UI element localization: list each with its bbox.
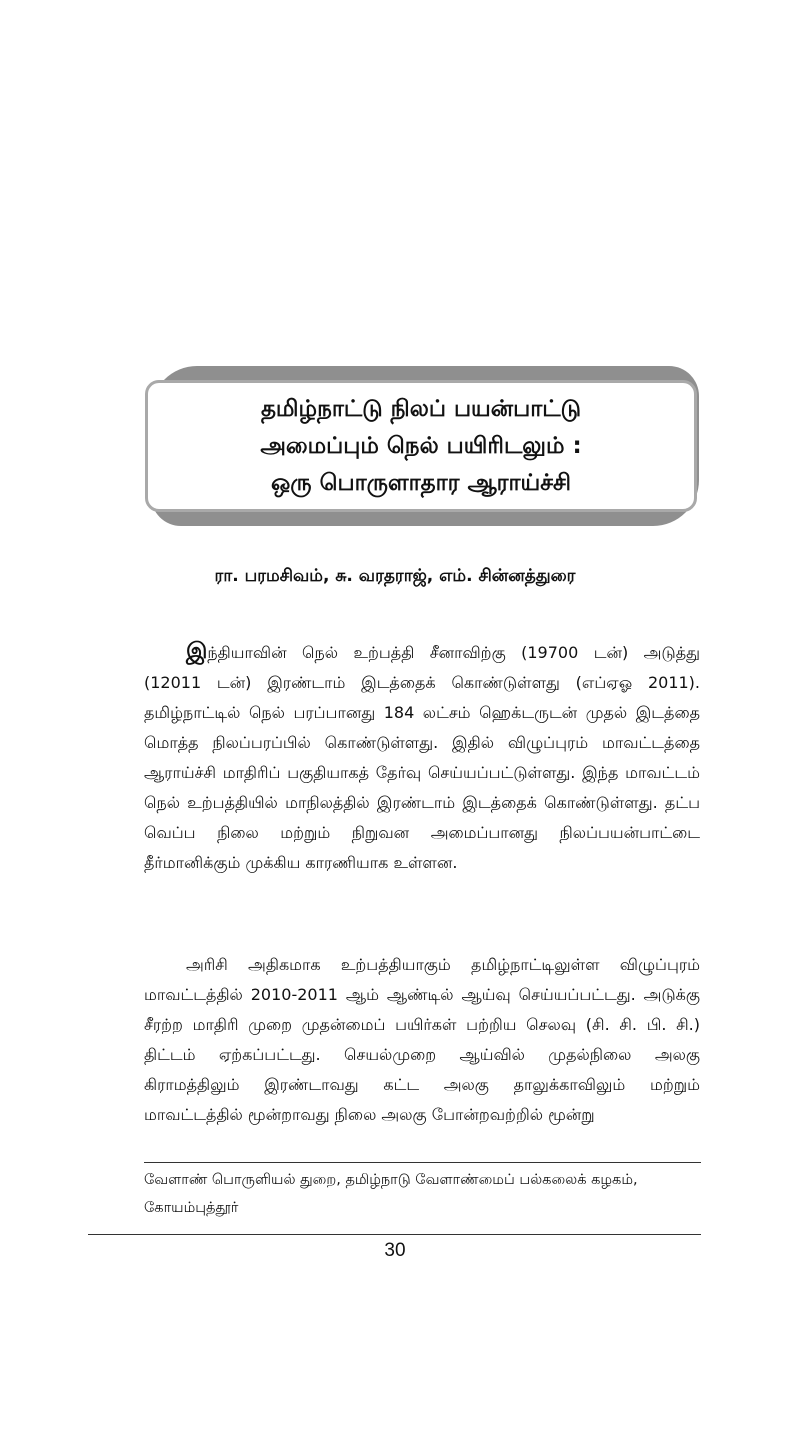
footnote: வேளாண் பொருளியல் துறை, தமிழ்நாடு வேளாண்மைப் பல்கலைக் கழகம், கோயம்புத்தூர் — [144, 1172, 638, 1216]
body-paragraph-1 — [144, 637, 700, 878]
title-line-1: தமிழ்நாட்டு நிலப் பயன்பாட்டு — [260, 395, 582, 422]
page-footer-divider — [88, 1234, 701, 1235]
title-box — [145, 380, 697, 512]
footnote-divider — [144, 1162, 701, 1163]
body-paragraph-2: அரிசி அதிகமாக உற்பத்தியாகும் தமிழ்நாட்டிலுள்ள விழுப்புரம் மாவட்டத்தில் 2010-2011 ஆம் ஆண்டில் ஆய்வு செய்யப்பட்டது. அடுக்கு சீரற்ற மாதிரி முறை முதன்மைப் பயிர்கள் பற்றிய செலவு (சி. சி. பி. சி.) திட்டம் ஏற்கப்பட்டது. செயல்முறை ஆய்வில் முதல்நிலை அலகு கிராமத்திலும் இரண்டாவது கட்ட அலகு தாலுக்காவிலும் மற்றும் மாவட்டத்தில் மூன்றாவது நிலை அலகு போன்றவற்றில் மூன்று — [144, 955, 700, 1124]
author-list: ரா. பரமசிவம், சு. வரதராஜ், எம். சின்னத்துரை — [214, 566, 576, 586]
title-line-3: ஒரு பொருளாதார ஆராய்ச்சி — [270, 469, 572, 496]
drop-cap: இ — [186, 639, 208, 664]
paragraph-1-text: ந்தியாவின் நெல் உற்பத்தி சீனாவிற்கு (19700 டன்) அடுத்து (12011 டன்) இரண்டாம் இடத்தைக் கொண்டுள்ளது (எப்ஏஓ 2011). தமிழ்நாட்டில் நெல் பரப்பானது 184 லட்சம் ஹெக்டருடன் முதல் இடத்தை மொத்த நிலப்பரப்பில் கொண்டுள்ளது. இதில் விழுப்புரம் மாவட்டத்தை ஆராய்ச்சி மாதிரிப் பகுதியாகத் தேர்வு செய்யப்பட்டுள்ளது. இந்த மாவட்டம் நெல் உற்பத்தியில் மாநிலத்தில் இரண்டாம் இடத்தைக் கொண்டுள்ளது. தட்ப வெப்ப நிலை மற்றும் நிறுவன அமைப்பானது நிலப்பயன்பாட்டை தீர்மானிக்கும் முக்கிய காரணியாக உள்ளன. — [144, 643, 700, 872]
title-banner — [143, 366, 703, 528]
page-number: 30 — [384, 1240, 406, 1261]
title-line-2: அமைப்பும் நெல் பயிரிடலும் : — [260, 432, 582, 459]
